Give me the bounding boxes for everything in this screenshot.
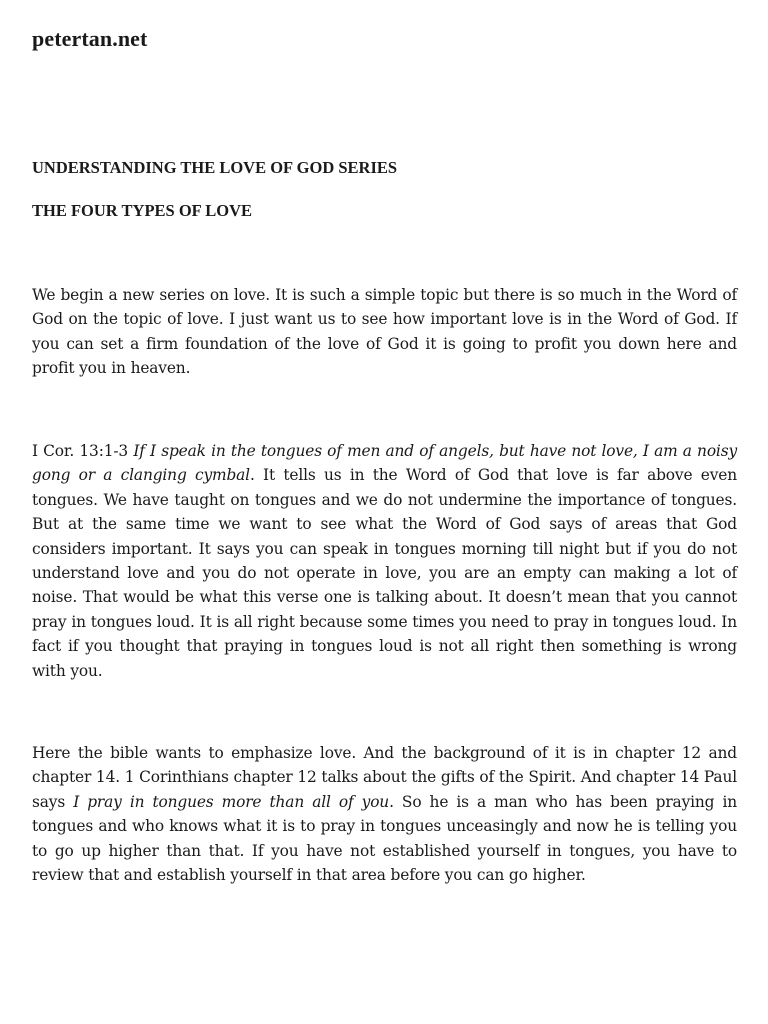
scripture-quote: I pray in tongues more than all of you <box>73 792 390 811</box>
paragraph-body: . It tells us in the Word of God that love is far above even tongues. We have taught on tongues and we do not undermine the importance of tongues. But at the same time we want to see what the Word of God says of areas that God considers important. It says you can speak in tongues morning till night but if you do not understand love and you do not operate in love, you are an empty can making a lot of noise. That would be what this verse one is talking about. It doesn’t mean that you cannot pray in tongues loud. It is all right because some times you need to pray in tongues loud. In fact if you thought that praying in tongues loud is not all right then something is wrong with you. <box>32 466 738 680</box>
paragraph-corinthians <box>32 439 737 683</box>
series-title: UNDERSTANDING THE LOVE OF GOD SERIES <box>32 158 398 177</box>
lesson-title: THE FOUR TYPES OF LOVE <box>32 201 253 220</box>
paragraph-text-after: . So he is a man who has been praying in tongues and who knows what it is to pray in tongues unceasingly and now he is telling you to go up higher than that. If you have not established yourself in tongues, you have to review that and establish yourself in that area before you can go higher. <box>32 792 738 885</box>
paragraph-text-before: Here the bible wants to emphasize love. And the background of it is in chapter 12 and chapter 14. 1 Corinthians chapter 12 talks about the gifts of the Spirit. And chapter 14 Paul says <box>32 744 737 811</box>
site-title: petertan.net <box>32 26 148 51</box>
paragraph-background <box>32 741 737 887</box>
scripture-quote: If I speak in the tongues of men and of angels, but have not love, I am a noisy gong or a clanging cymbal <box>32 442 738 485</box>
scripture-reference: I Cor. 13:1-3 <box>32 442 134 460</box>
paragraph-intro: We begin a new series on love. It is such a simple topic but there is so much in the Word of God on the topic of love. I just want us to see how important love is in the Word of God. If you can set a firm foundation of the love of God it is going to profit you down here and profit you in heaven. <box>32 286 737 378</box>
